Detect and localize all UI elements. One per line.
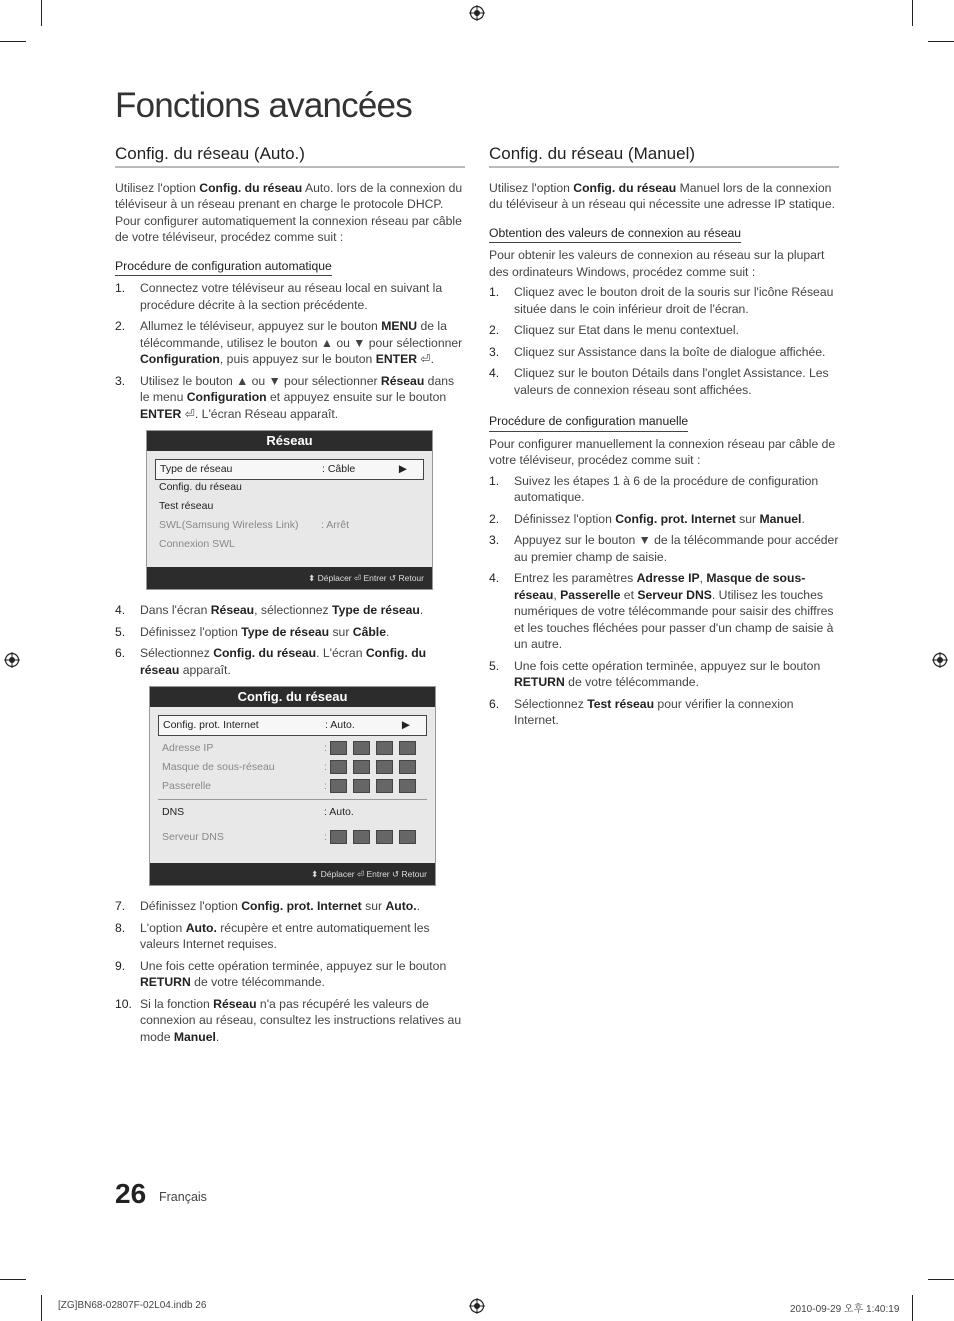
osd-row-label: Passerelle: [162, 780, 212, 792]
step-number: 6.: [115, 646, 126, 660]
step-number: 4.: [115, 603, 126, 617]
osd-ip-row: [158, 739, 427, 758]
osd-header: Réseau: [147, 431, 432, 451]
step-list: [489, 473, 839, 729]
bold-term: Test réseau: [587, 696, 655, 711]
list-item: [489, 532, 839, 565]
crop-mark: [0, 1279, 26, 1280]
osd-row-label: Test réseau: [159, 500, 214, 512]
osd-colon: :: [324, 742, 327, 754]
osd-footer: ⬍ Déplacer ⏎ Entrer ↺ Retour: [150, 863, 435, 885]
osd-footer: ⬍ Déplacer ⏎ Entrer ↺ Retour: [147, 567, 432, 589]
text-run: n'a pas récupéré les valeurs de connexion au réseau, consultez les instructions relatives au mode: [140, 996, 462, 1044]
text-run: Appuyez sur le bouton ▼ de la télécommande pour accéder au premier champ de saisie.: [514, 533, 839, 564]
osd-dns-row[interactable]: [158, 803, 427, 822]
text-run: ,: [699, 571, 707, 585]
list-item: [489, 473, 839, 506]
step-number: 2.: [115, 319, 126, 333]
bold-term: Config. du réseau: [140, 646, 427, 677]
text-run: ⏎. L'écran Réseau apparaît.: [181, 406, 339, 421]
text-run: .: [385, 624, 390, 639]
section-heading: Config. du réseau (Manuel): [489, 146, 839, 168]
osd-row-label: DNS: [162, 806, 185, 818]
bold-term: Config. prot. Internet: [241, 899, 362, 913]
subsection-text: Pour configurer manuellement la connexion réseau par câble de votre téléviseur, procédez comme suit :: [489, 436, 836, 467]
osd-colon: :: [324, 780, 327, 792]
text-run: Utilisez l'option: [489, 180, 574, 195]
text-run: Suivez les étapes 1 à 6 de la procédure de configuration automatique.: [514, 473, 819, 504]
osd-row-selected[interactable]: [155, 459, 424, 480]
registration-mark-icon: [469, 1298, 485, 1314]
step-number: 3.: [489, 533, 500, 547]
text-run: Cliquez sur Etat dans le menu contextuel.: [514, 323, 739, 337]
text-run: Définissez l'option: [514, 511, 616, 526]
osd-row[interactable]: [155, 478, 424, 497]
bold-term: RETURN: [140, 975, 191, 989]
text-run: récupère et entre automatiquement les valeurs Internet requises.: [140, 920, 430, 951]
text-run: ⏎.: [417, 352, 435, 366]
bold-term: Auto.: [185, 920, 217, 935]
osd-row: [155, 535, 424, 554]
crop-mark: [928, 1279, 954, 1280]
osd-row-value: : Auto.: [324, 806, 354, 818]
step-number: 3.: [115, 373, 126, 388]
text-run: , puis appuyez sur le bouton: [219, 352, 376, 366]
list-item: [489, 344, 839, 361]
osd-row-label: Config. prot. Internet: [163, 719, 259, 731]
print-slug-right: 2010-09-29 오후 1:40:19: [790, 1304, 900, 1315]
step-number: 9.: [115, 958, 126, 973]
text-run: , sélectionnez: [254, 603, 333, 617]
text-run: . Utilisez les touches numériques de votre télécommande pour saisir des chiffres et les touches fléchées pour passer d'un champ de saisie à un autre.: [514, 587, 834, 651]
list-item: [115, 958, 465, 991]
bold-term: Auto.: [385, 899, 417, 913]
crop-mark: [41, 1295, 42, 1321]
bold-term: Configuration: [140, 352, 220, 366]
subsection-heading: Procédure de configuration automatique: [115, 258, 332, 277]
bold-term: ENTER: [140, 406, 182, 421]
bold-term: Réseau: [210, 603, 255, 617]
list-item: [115, 996, 465, 1046]
text-run: et appuyez ensuite sur le bouton: [266, 390, 447, 404]
osd-ip-row: [158, 758, 427, 777]
step-number: 8.: [115, 920, 126, 935]
text-run: dans le menu: [140, 373, 455, 404]
bold-term: Manuel: [173, 1029, 216, 1044]
osd-ip-row: [158, 777, 427, 796]
osd-row-label: Type de réseau: [160, 463, 233, 475]
arrow-right-icon: ▶: [398, 463, 407, 475]
text-run: Utilisez le bouton ▲ ou ▼ pour sélectionner: [140, 373, 381, 388]
text-run: L'option: [140, 920, 186, 935]
right-column: [489, 146, 839, 734]
text-run: . L'écran: [316, 646, 366, 660]
list-item: [115, 624, 465, 641]
step-list: [115, 602, 465, 678]
intro-paragraph: [489, 180, 839, 213]
osd-row-value: : Arrêt: [321, 519, 350, 531]
list-item: [115, 645, 465, 678]
step-list: [489, 284, 839, 398]
bold-term: Config. du réseau: [573, 180, 677, 195]
step-number: 1.: [489, 285, 500, 299]
text-run: Dans l'écran: [140, 603, 211, 617]
text-run: Cliquez sur Assistance dans la boîte de dialogue affichée.: [514, 344, 826, 359]
text-run: Utilisez l'option: [115, 180, 200, 195]
step-number: 1.: [115, 281, 126, 295]
text-run: sur: [361, 899, 386, 913]
text-run: Auto. lors de la connexion du téléviseur à un réseau prenant en charge le protocole DHCP. Pour configurer automatiquement la connexion réseau par câble de votre téléviseur, procédez comme suit :: [115, 180, 463, 244]
bold-term: Réseau: [213, 996, 257, 1011]
intro-paragraph: [115, 180, 465, 246]
bold-term: Type de réseau: [241, 624, 330, 639]
osd-row-label: Serveur DNS: [162, 831, 224, 843]
text-run: Si la fonction: [140, 996, 214, 1011]
text-run: de votre télécommande.: [564, 675, 699, 689]
step-list: [115, 280, 465, 422]
osd-row-value: : Auto.: [325, 719, 355, 731]
step-number: 3.: [489, 344, 500, 359]
text-run: Entrez les paramètres: [514, 571, 637, 585]
list-item: [489, 284, 839, 317]
text-run: apparaît.: [179, 662, 231, 677]
crop-mark: [912, 1295, 913, 1321]
text-run: de votre télécommande.: [190, 975, 325, 989]
step-number: 2.: [489, 323, 500, 337]
osd-row-label: Connexion SWL: [159, 538, 235, 550]
list-item: [489, 511, 839, 528]
text-run: Cliquez avec le bouton droit de la souris sur l'icône Réseau située dans le coin inférieur droit de l'écran.: [514, 285, 834, 316]
subsection-text: Pour obtenir les valeurs de connexion au réseau sur la plupart des ordinateurs Windows, procédez comme suit :: [489, 248, 825, 279]
list-item: [115, 318, 465, 368]
osd-config-screen: [149, 686, 436, 886]
step-number: 4.: [489, 571, 500, 585]
list-item: [115, 373, 465, 423]
list-item: [489, 696, 839, 729]
bold-term: Type de réseau: [332, 603, 420, 617]
osd-row-label: Adresse IP: [162, 742, 214, 754]
list-item: [115, 898, 465, 915]
bold-term: Câble: [352, 624, 386, 639]
bold-term: Config. prot. Internet: [615, 511, 736, 526]
list-item: [489, 322, 839, 339]
bold-term: ENTER: [375, 352, 418, 366]
step-number: 6.: [489, 696, 500, 711]
step-number: 5.: [489, 658, 500, 673]
registration-mark-icon: [469, 5, 485, 21]
bold-term: Serveur DNS: [637, 587, 712, 602]
subsection-heading: Procédure de configuration manuelle: [489, 413, 688, 432]
arrow-right-icon: ▶: [401, 719, 410, 731]
osd-row-selected[interactable]: [158, 715, 427, 736]
bold-term: Config. du réseau: [199, 180, 303, 195]
list-item: [115, 280, 465, 313]
text-run: ,: [553, 587, 561, 602]
text-run: .: [419, 603, 424, 617]
text-run: sur: [735, 511, 760, 526]
step-number: 1.: [489, 473, 500, 488]
osd-colon: :: [324, 761, 327, 773]
text-run: Définissez l'option: [140, 624, 242, 639]
text-run: Manuel lors de la connexion du téléviseur à un réseau qui nécessite une adresse IP statique.: [489, 180, 835, 211]
step-number: 10.: [115, 996, 132, 1011]
text-run: sur: [329, 624, 353, 639]
crop-mark: [912, 0, 913, 26]
list-item: [489, 365, 839, 398]
step-number: 2.: [489, 511, 500, 526]
bold-term: Passerelle: [560, 587, 621, 602]
osd-row-value: : Câble: [322, 463, 356, 475]
osd-row: [155, 516, 424, 535]
bold-term: Manuel: [759, 511, 802, 526]
osd-row-label: SWL(Samsung Wireless Link): [159, 519, 299, 531]
text-run: .: [801, 511, 805, 526]
page-title: Fonctions avancées: [115, 86, 412, 125]
registration-mark-icon: [932, 652, 948, 668]
osd-row[interactable]: [155, 497, 424, 516]
bold-term: Config. du réseau: [213, 646, 317, 660]
text-run: et: [620, 587, 638, 602]
step-number: 7.: [115, 899, 126, 913]
bold-term: RETURN: [514, 675, 565, 689]
crop-mark: [41, 0, 42, 26]
osd-row-label: Masque de sous-réseau: [162, 761, 275, 773]
print-slug-left: [ZG]BN68-02807F-02L04.indb 26: [58, 1300, 207, 1311]
text-run: Cliquez sur le bouton Détails dans l'onglet Assistance. Les valeurs de connexion réseau sont affichées.: [514, 366, 829, 397]
list-item: [115, 602, 465, 619]
text-run: Allumez le téléviseur, appuyez sur le bouton: [140, 319, 382, 333]
page-number: 26: [115, 1178, 147, 1209]
text-run: de la télécommande, utilisez le bouton ▲ ou ▼ pour sélectionner: [140, 319, 463, 350]
bold-term: MENU: [381, 319, 418, 333]
page-language: Français: [159, 1190, 207, 1204]
text-run: Connectez votre téléviseur au réseau local en suivant la procédure décrite à la section précédente.: [140, 281, 443, 312]
subsection-heading: Obtention des valeurs de connexion au réseau: [489, 225, 741, 244]
bold-term: Réseau: [380, 373, 425, 388]
bold-term: Adresse IP: [636, 571, 700, 585]
osd-divider: [158, 799, 427, 800]
left-column: [115, 146, 465, 1050]
list-item: [489, 570, 839, 653]
text-run: Une fois cette opération terminée, appuyez sur le bouton: [514, 658, 821, 673]
crop-mark: [0, 41, 26, 42]
text-run: Sélectionnez: [140, 646, 214, 660]
text-run: Une fois cette opération terminée, appuyez sur le bouton: [140, 958, 447, 973]
text-run: Sélectionnez: [514, 696, 588, 711]
osd-header: Config. du réseau: [150, 687, 435, 707]
list-item: [115, 920, 465, 953]
bold-term: Configuration: [186, 390, 267, 404]
step-number: 5.: [115, 624, 126, 639]
osd-row-label: Config. du réseau: [159, 481, 242, 493]
osd-dns-server-row: [158, 828, 427, 847]
text-run: .: [215, 1029, 220, 1044]
osd-network-screen: [146, 430, 433, 590]
step-list: [115, 898, 465, 1045]
section-heading: Config. du réseau (Auto.): [115, 146, 465, 168]
registration-mark-icon: [4, 652, 20, 668]
bold-term: Masque de sous-réseau: [514, 571, 806, 602]
text-run: .: [416, 899, 420, 913]
step-number: 4.: [489, 366, 500, 380]
crop-mark: [928, 41, 954, 42]
osd-colon: :: [324, 831, 327, 843]
text-run: Définissez l'option: [140, 899, 242, 913]
text-run: pour vérifier la connexion Internet.: [514, 696, 794, 727]
list-item: [489, 658, 839, 691]
